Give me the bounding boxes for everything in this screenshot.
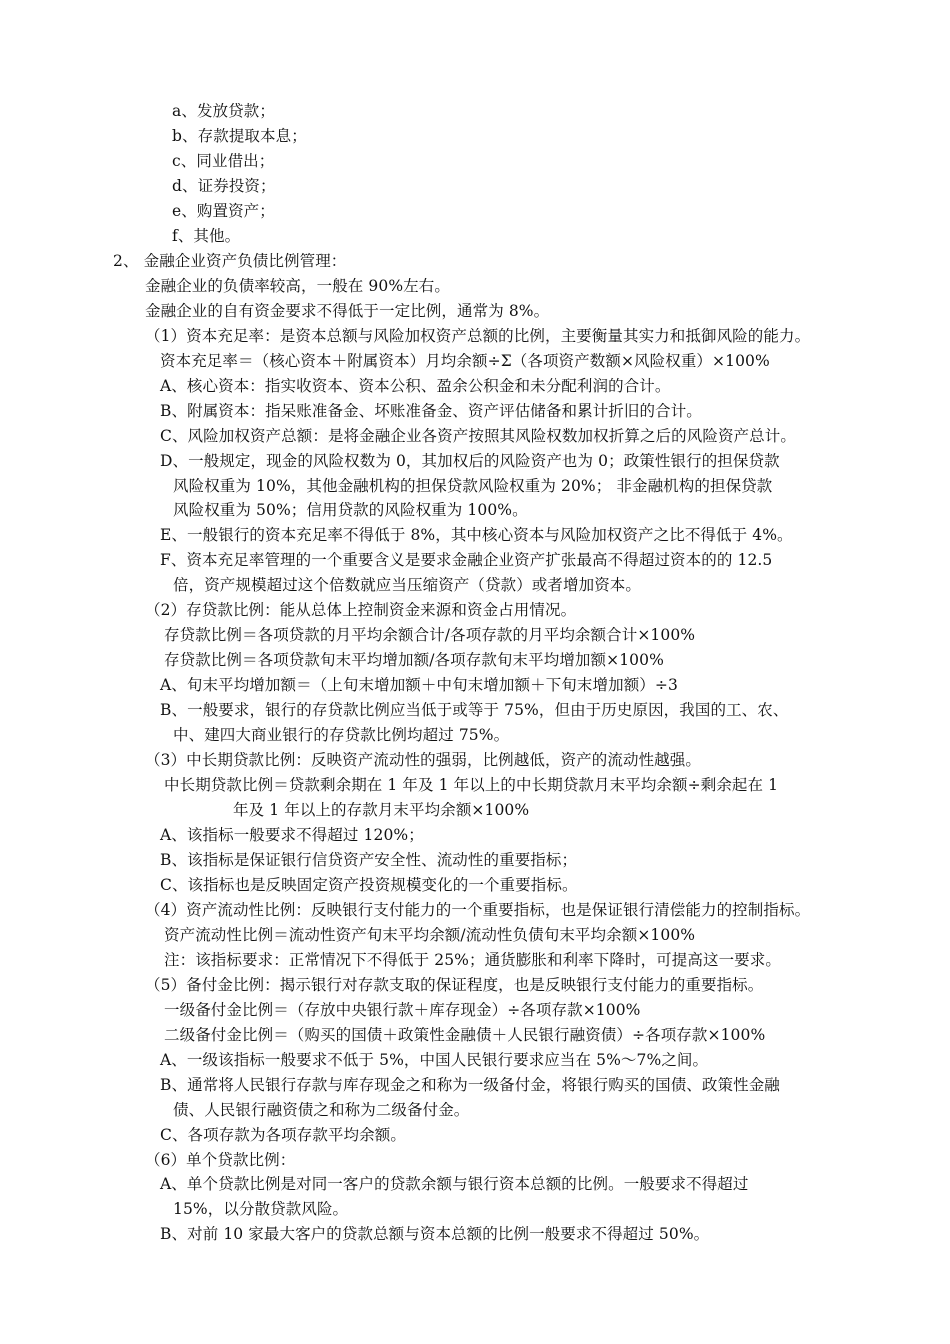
list-item-continuation: 15%，以分散贷款风险。 — [173, 1200, 349, 1218]
list-item: e、购置资产； — [172, 202, 275, 220]
formula: 存贷款比例＝各项贷款旬末平均增加额/各项存款旬末平均增加额×100% — [164, 651, 664, 669]
list-item: d、证券投资； — [172, 177, 276, 195]
formula: 资产流动性比例＝流动性资产旬末平均余额/流动性负债旬末平均余额×100% — [164, 926, 696, 944]
list-item-continuation: 风险权重为 50%；信用贷款的风险权重为 100%。 — [173, 501, 528, 519]
list-item-continuation: 中、建四大商业银行的存贷款比例均超过 75%。 — [173, 726, 510, 744]
list-item: C、该指标也是反映固定资产投资规模变化的一个重要指标。 — [160, 876, 578, 894]
paragraph: 金融企业的自有资金要求不得低于一定比例，通常为 8%。 — [145, 302, 550, 320]
paragraph: 金融企业的负债率较高，一般在 90%左右。 — [145, 277, 450, 295]
formula: 二级备付金比例＝（购买的国债＋政策性金融债＋人民银行融资债）÷各项存款×100% — [164, 1026, 766, 1044]
list-item: C、风险加权资产总额：是将金融企业各资产按照其风险权数加权折算之后的风险资产总计。 — [160, 427, 796, 445]
list-item: A、单个贷款比例是对同一客户的贷款余额与银行资本总额的比例。一般要求不得超过 — [160, 1175, 749, 1193]
formula-continuation: 年及 1 年以上的存款月末平均余额×100% — [233, 801, 530, 819]
list-item: b、存款提取本息； — [172, 127, 307, 145]
list-item-continuation: 风险权重为 10%，其他金融机构的担保贷款风险权重为 20%； 非金融机构的担保贷款 — [173, 477, 773, 495]
list-item: A、旬末平均增加额＝（上旬末增加额＋中旬末增加额＋下旬末增加额）÷3 — [160, 676, 678, 694]
subsection-heading: （5）备付金比例：揭示银行对存款支取的保证程度，也是反映银行支付能力的重要指标。 — [145, 976, 764, 994]
list-item: C、各项存款为各项存款平均余额。 — [160, 1126, 406, 1144]
list-item: a、发放贷款； — [172, 102, 275, 120]
subsection-heading: （2）存贷款比例：能从总体上控制资金来源和资金占用情况。 — [145, 601, 577, 619]
formula: 存贷款比例＝各项贷款的月平均余额合计/各项存款的月平均余额合计×100% — [164, 626, 696, 644]
note: 注：该指标要求：正常情况下不得低于 25%；通货膨胀和利率下降时，可提高这一要求。 — [164, 951, 781, 969]
formula: 一级备付金比例＝（存放中央银行款＋库存现金）÷各项存款×100% — [164, 1001, 641, 1019]
list-item: B、通常将人民银行存款与库存现金之和称为一级备付金，将银行购买的国债、政策性金融 — [160, 1076, 780, 1094]
list-item: D、一般规定，现金的风险权数为 0，其加权后的风险资产也为 0；政策性银行的担保贷款 — [160, 452, 780, 470]
subsection-heading: （6）单个贷款比例： — [145, 1151, 296, 1169]
list-item: E、一般银行的资本充足率不得低于 8%，其中核心资本与风险加权资产之比不得低于 4%。 — [160, 526, 793, 544]
subsection-heading: （1）资本充足率：是资本总额与风险加权资产总额的比例，主要衡量其实力和抵御风险的能力。 — [145, 327, 811, 345]
list-item: f、其他。 — [172, 227, 241, 245]
list-item-continuation: 倍，资产规模超过这个倍数就应当压缩资产（贷款）或者增加资本。 — [173, 576, 642, 594]
section-heading: 2、 金融企业资产负债比例管理： — [113, 252, 347, 270]
subsection-heading: （3）中长期贷款比例：反映资产流动性的强弱，比例越低，资产的流动性越强。 — [145, 751, 701, 769]
formula: 资本充足率＝（核心资本＋附属资本）月均余额÷Σ（各项资产数额×风险权重）×100% — [160, 352, 770, 370]
list-item-continuation: 债、人民银行融资债之和称为二级备付金。 — [173, 1101, 470, 1119]
list-item: A、一级该指标一般要求不低于 5%，中国人民银行要求应当在 5%～7%之间。 — [160, 1051, 709, 1069]
subsection-heading: （4）资产流动性比例：反映银行支付能力的一个重要指标，也是保证银行清偿能力的控制指标。 — [145, 901, 811, 919]
list-item: B、一般要求，银行的存贷款比例应当低于或等于 75%，但由于历史原因，我国的工、农、 — [160, 701, 789, 719]
list-item: F、资本充足率管理的一个重要含义是要求金融企业资产扩张最高不得超过资本的的 12.5 — [160, 551, 773, 569]
list-item: A、该指标一般要求不得超过 120%； — [160, 826, 424, 844]
list-item: A、核心资本：指实收资本、资本公积、盈余公积金和未分配利润的合计。 — [160, 377, 671, 395]
formula: 中长期贷款比例＝贷款剩余期在 1 年及 1 年以上的中长期贷款月末平均余额÷剩余起在 1 — [164, 776, 779, 794]
list-item: B、附属资本：指呆账准备金、坏账准备金、资产评估储备和累计折旧的合计。 — [160, 402, 702, 420]
list-item: B、该指标是保证银行信贷资产安全性、流动性的重要指标； — [160, 851, 578, 869]
list-item: B、对前 10 家最大客户的贷款总额与资本总额的比例一般要求不得超过 50%。 — [160, 1225, 710, 1243]
list-item: c、同业借出； — [172, 152, 275, 170]
